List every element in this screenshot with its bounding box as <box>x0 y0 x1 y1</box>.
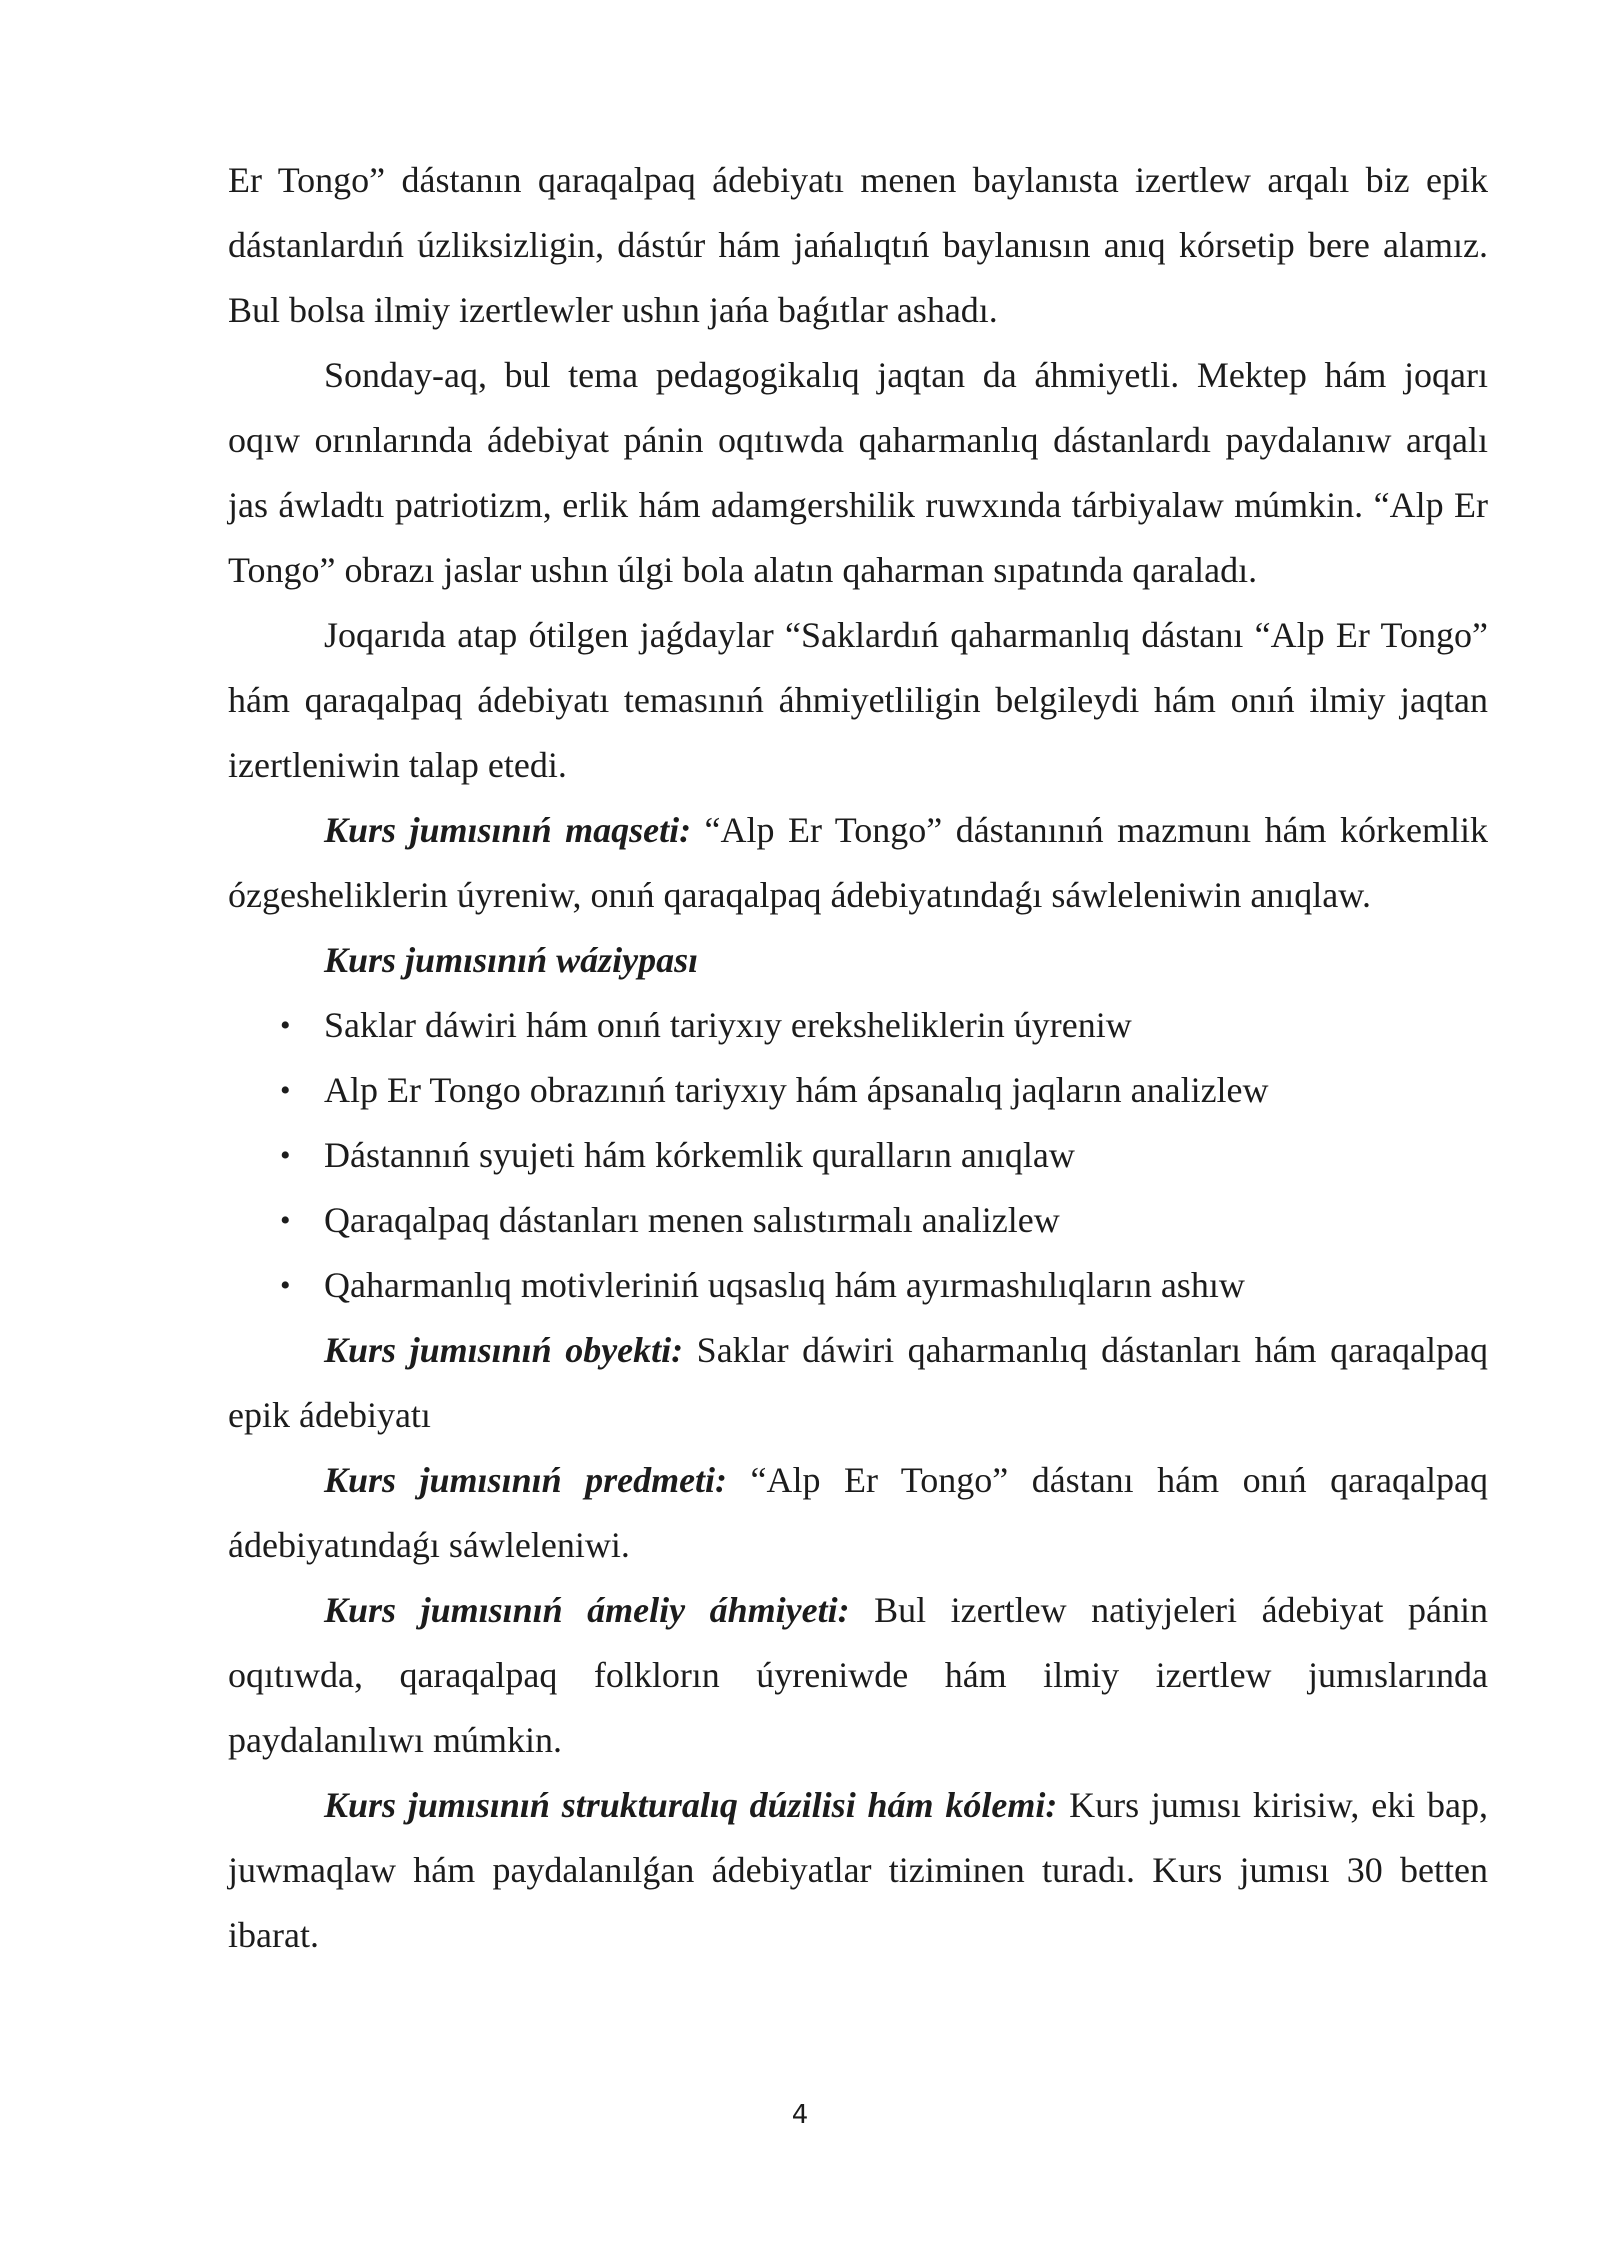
practical-text: Bul izertlew natiyjeleri ádebiyat pánin oqıtıwda, qaraqalpaq folklorın úyreniwde hám ilmiy izertlew jumıslarında paydalanılıwı múmkin. <box>228 1590 1488 1760</box>
paragraph-object <box>228 1318 1488 1448</box>
paragraph-intro-continuation: Er Tongo” dástanın qaraqalpaq ádebiyatı menen baylanısta izertlew arqalı biz epik dástanlardıń úzliksizligin, dástúr hám jańalıqtıń baylanısın anıq kórsetip bere alamız. Bul bolsa ilmiy izertlewler ushın jańa baǵıtlar ashadı. <box>228 160 1488 330</box>
list-item <box>228 993 1488 1058</box>
tasks-list <box>228 993 1488 1318</box>
structure-label: Kurs jumısınıń strukturalıq dúzilisi hám kólemi: <box>324 1785 1058 1825</box>
tasks-heading <box>228 928 1488 993</box>
list-item <box>228 1253 1488 1318</box>
paragraph-pedagogical-importance: Sonday-aq, bul tema pedagogikalıq jaqtan da áhmiyetli. Mektep hám joqarı oqıw orınlarında ádebiyat pánin oqıtıwda qaharmanlıq dástanlardı paydalanıw arqalı jas áwladtı patriotizm, erlik hám adamgershilik ruwxında tárbiyalaw múmkin. “Alp Er Tongo” obrazı jaslar ushın úlgi bola alatın qaharman sıpatında qaraladı. <box>228 355 1488 590</box>
list-item <box>228 1188 1488 1253</box>
aim-label: Kurs jumısınıń maqseti: <box>324 810 692 850</box>
subject-label: Kurs jumısınıń predmeti: <box>324 1460 728 1500</box>
structure-text: Kurs jumısı kirisiw, eki bap, juwmaqlaw hám paydalanılǵan ádebiyatlar tiziminen turadı. Kurs jumısı 30 betten ibarat. <box>228 1785 1488 1955</box>
document-body <box>228 148 1488 1968</box>
task-text: Saklar dáwiri hám onıń tariyxıy ereksheliklerin úyreniw <box>324 1005 1132 1045</box>
task-text: Alp Er Tongo obrazınıń tariyxıy hám ápsanalıq jaqların analizlew <box>324 1070 1269 1110</box>
bullet-icon: • <box>280 1074 291 1107</box>
task-text: Qaharmanlıq motivleriniń uqsaslıq hám ayırmashılıqların ashıw <box>324 1265 1245 1305</box>
task-text: Qaraqalpaq dástanları menen salıstırmalı analizlew <box>324 1200 1060 1240</box>
paragraph-subject <box>228 1448 1488 1578</box>
paragraph-structure <box>228 1773 1488 1968</box>
object-text: Saklar dáwiri qaharmanlıq dástanları hám qaraqalpaq epik ádebiyatı <box>228 1330 1488 1435</box>
page-number: 4 <box>791 2100 809 2130</box>
list-item <box>228 1123 1488 1188</box>
task-text: Dástannıń syujeti hám kórkemlik quralların anıqlaw <box>324 1135 1075 1175</box>
bullet-icon: • <box>280 1139 291 1172</box>
practical-label: Kurs jumısınıń ámeliy áhmiyeti: <box>324 1590 850 1630</box>
paragraph-aim <box>228 798 1488 928</box>
paragraph-practical-importance <box>228 1578 1488 1773</box>
bullet-icon: • <box>280 1269 291 1302</box>
list-item <box>228 1058 1488 1123</box>
bullet-icon: • <box>280 1009 291 1042</box>
aim-text: “Alp Er Tongo” dástanınıń mazmunı hám kórkemlik ózgesheliklerin úyreniw, onıń qaraqalpaq ádebiyatındaǵı sáwleleniwin anıqlaw. <box>228 810 1488 915</box>
object-label: Kurs jumısınıń obyekti: <box>324 1330 684 1370</box>
subject-text: “Alp Er Tongo” dástanı hám onıń qaraqalpaq ádebiyatındaǵı sáwleleniwi. <box>228 1460 1488 1565</box>
bullet-icon: • <box>280 1204 291 1237</box>
tasks-heading-label: Kurs jumısınıń wáziypası <box>324 940 699 980</box>
paragraph-topic-relevance: Joqarıda atap ótilgen jaǵdaylar “Saklardıń qaharmanlıq dástanı “Alp Er Tongo” hám qaraqalpaq ádebiyatı temasınıń áhmiyetliligin belgileydi hám onıń ilmiy jaqtan izertleniwin talap etedi. <box>228 615 1488 785</box>
